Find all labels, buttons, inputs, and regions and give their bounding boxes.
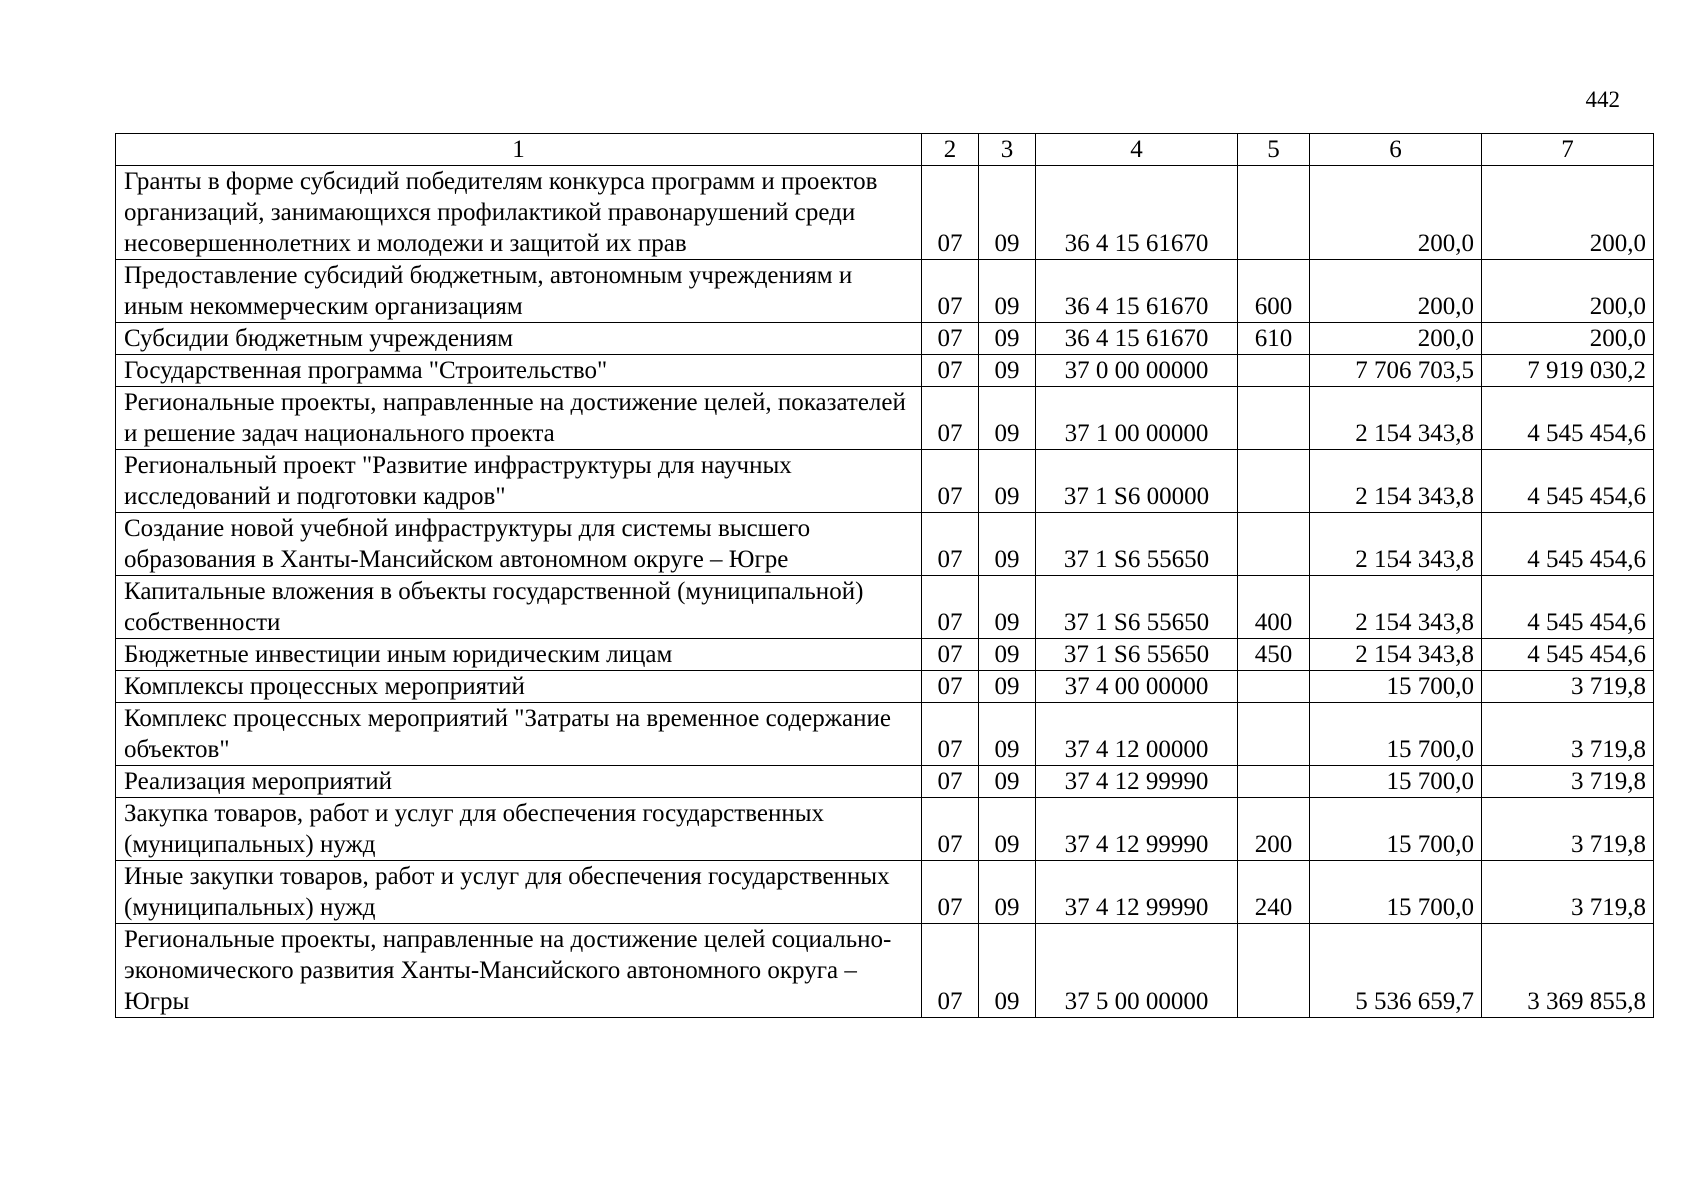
row-target-code: 36 4 15 61670 — [1036, 260, 1238, 323]
row-subsection: 09 — [979, 355, 1036, 387]
row-amount-1: 2 154 343,8 — [1310, 450, 1482, 513]
row-name: Региональный проект "Развитие инфраструктуры для научных исследований и подготовки кадров" — [116, 450, 922, 513]
table-row — [116, 924, 1654, 1018]
table-row — [116, 703, 1654, 766]
col-header: 3 — [979, 134, 1036, 166]
table-row — [116, 798, 1654, 861]
row-section: 07 — [922, 355, 979, 387]
row-amount-1: 200,0 — [1310, 323, 1482, 355]
col-header: 7 — [1482, 134, 1654, 166]
row-expense-type — [1238, 387, 1310, 450]
row-name: Реализация мероприятий — [116, 766, 922, 798]
row-name: Бюджетные инвестиции иным юридическим лицам — [116, 639, 922, 671]
row-expense-type — [1238, 166, 1310, 260]
row-name: Закупка товаров, работ и услуг для обеспечения государственных (муниципальных) нужд — [116, 798, 922, 861]
row-subsection: 09 — [979, 861, 1036, 924]
row-name: Региональные проекты, направленные на достижение целей, показателей и решение задач национального проекта — [116, 387, 922, 450]
row-amount-2: 4 545 454,6 — [1482, 639, 1654, 671]
row-section: 07 — [922, 323, 979, 355]
row-expense-type: 610 — [1238, 323, 1310, 355]
row-amount-2: 4 545 454,6 — [1482, 576, 1654, 639]
row-amount-1: 15 700,0 — [1310, 703, 1482, 766]
row-amount-2: 200,0 — [1482, 166, 1654, 260]
row-expense-type — [1238, 766, 1310, 798]
row-amount-1: 200,0 — [1310, 260, 1482, 323]
row-target-code: 37 4 12 00000 — [1036, 703, 1238, 766]
row-amount-1: 15 700,0 — [1310, 671, 1482, 703]
col-header: 4 — [1036, 134, 1238, 166]
table-row — [116, 323, 1654, 355]
row-amount-2: 3 719,8 — [1482, 861, 1654, 924]
page-number: 442 — [1585, 87, 1620, 112]
row-amount-2: 3 719,8 — [1482, 766, 1654, 798]
row-target-code: 37 1 S6 55650 — [1036, 639, 1238, 671]
row-target-code: 36 4 15 61670 — [1036, 323, 1238, 355]
row-amount-1: 7 706 703,5 — [1310, 355, 1482, 387]
row-amount-2: 7 919 030,2 — [1482, 355, 1654, 387]
row-subsection: 09 — [979, 166, 1036, 260]
row-name: Комплексы процессных мероприятий — [116, 671, 922, 703]
table-row — [116, 766, 1654, 798]
row-section: 07 — [922, 387, 979, 450]
row-section: 07 — [922, 861, 979, 924]
row-amount-2: 4 545 454,6 — [1482, 513, 1654, 576]
table-row — [116, 639, 1654, 671]
row-section: 07 — [922, 260, 979, 323]
row-subsection: 09 — [979, 766, 1036, 798]
col-header: 2 — [922, 134, 979, 166]
table-row — [116, 450, 1654, 513]
row-target-code: 37 1 S6 00000 — [1036, 450, 1238, 513]
col-header: 5 — [1238, 134, 1310, 166]
row-target-code: 37 4 12 99990 — [1036, 798, 1238, 861]
row-expense-type: 200 — [1238, 798, 1310, 861]
row-name: Комплекс процессных мероприятий "Затраты на временное содержание объектов" — [116, 703, 922, 766]
row-subsection: 09 — [979, 798, 1036, 861]
row-target-code: 37 1 00 00000 — [1036, 387, 1238, 450]
row-amount-2: 3 719,8 — [1482, 671, 1654, 703]
col-header: 1 — [116, 134, 922, 166]
row-amount-2: 4 545 454,6 — [1482, 450, 1654, 513]
row-target-code: 37 1 S6 55650 — [1036, 513, 1238, 576]
table-row — [116, 513, 1654, 576]
table-row — [116, 576, 1654, 639]
row-expense-type — [1238, 450, 1310, 513]
row-section: 07 — [922, 166, 979, 260]
row-amount-2: 200,0 — [1482, 260, 1654, 323]
row-expense-type: 240 — [1238, 861, 1310, 924]
row-amount-2: 200,0 — [1482, 323, 1654, 355]
row-target-code: 37 4 12 99990 — [1036, 861, 1238, 924]
row-name: Иные закупки товаров, работ и услуг для обеспечения государственных (муниципальных) нужд — [116, 861, 922, 924]
row-target-code: 37 1 S6 55650 — [1036, 576, 1238, 639]
row-expense-type — [1238, 703, 1310, 766]
row-amount-2: 4 545 454,6 — [1482, 387, 1654, 450]
row-target-code: 36 4 15 61670 — [1036, 166, 1238, 260]
row-expense-type: 400 — [1238, 576, 1310, 639]
row-amount-2: 3 719,8 — [1482, 703, 1654, 766]
row-expense-type — [1238, 671, 1310, 703]
row-subsection: 09 — [979, 639, 1036, 671]
header-row — [116, 134, 1654, 166]
row-section: 07 — [922, 798, 979, 861]
row-section: 07 — [922, 513, 979, 576]
row-section: 07 — [922, 703, 979, 766]
row-name: Субсидии бюджетным учреждениям — [116, 323, 922, 355]
row-name: Предоставление субсидий бюджетным, автономным учреждениям и иным некоммерческим организациям — [116, 260, 922, 323]
row-target-code: 37 0 00 00000 — [1036, 355, 1238, 387]
row-expense-type: 450 — [1238, 639, 1310, 671]
row-name: Создание новой учебной инфраструктуры для системы высшего образования в Ханты-Мансийском автономном округе – Югре — [116, 513, 922, 576]
row-name: Региональные проекты, направленные на достижение целей социально-экономического развития Ханты-Мансийского автономного округа – Югры — [116, 924, 922, 1018]
row-amount-1: 2 154 343,8 — [1310, 387, 1482, 450]
row-target-code: 37 4 00 00000 — [1036, 671, 1238, 703]
table-row — [116, 355, 1654, 387]
row-subsection: 09 — [979, 323, 1036, 355]
row-target-code: 37 4 12 99990 — [1036, 766, 1238, 798]
row-expense-type — [1238, 513, 1310, 576]
row-section: 07 — [922, 639, 979, 671]
row-subsection: 09 — [979, 924, 1036, 1018]
row-section: 07 — [922, 766, 979, 798]
row-name: Государственная программа "Строительство" — [116, 355, 922, 387]
row-amount-1: 15 700,0 — [1310, 766, 1482, 798]
row-amount-1: 15 700,0 — [1310, 861, 1482, 924]
row-subsection: 09 — [979, 387, 1036, 450]
row-section: 07 — [922, 450, 979, 513]
row-amount-1: 2 154 343,8 — [1310, 639, 1482, 671]
col-header: 6 — [1310, 134, 1482, 166]
row-amount-1: 200,0 — [1310, 166, 1482, 260]
row-expense-type: 600 — [1238, 260, 1310, 323]
table-row — [116, 387, 1654, 450]
row-amount-2: 3 369 855,8 — [1482, 924, 1654, 1018]
row-amount-2: 3 719,8 — [1482, 798, 1654, 861]
row-name: Капитальные вложения в объекты государственной (муниципальной) собственности — [116, 576, 922, 639]
row-amount-1: 2 154 343,8 — [1310, 576, 1482, 639]
table-row — [116, 166, 1654, 260]
row-expense-type — [1238, 924, 1310, 1018]
budget-table — [115, 133, 1654, 1018]
table-row — [116, 861, 1654, 924]
row-subsection: 09 — [979, 671, 1036, 703]
row-subsection: 09 — [979, 576, 1036, 639]
row-section: 07 — [922, 924, 979, 1018]
row-expense-type — [1238, 355, 1310, 387]
row-amount-1: 15 700,0 — [1310, 798, 1482, 861]
row-name: Гранты в форме субсидий победителям конкурса программ и проектов организаций, занимающихся профилактикой правонарушений среди несовершеннолетних и молодежи и защитой их прав — [116, 166, 922, 260]
row-amount-1: 5 536 659,7 — [1310, 924, 1482, 1018]
row-subsection: 09 — [979, 513, 1036, 576]
row-section: 07 — [922, 576, 979, 639]
row-section: 07 — [922, 671, 979, 703]
row-subsection: 09 — [979, 450, 1036, 513]
row-amount-1: 2 154 343,8 — [1310, 513, 1482, 576]
row-target-code: 37 5 00 00000 — [1036, 924, 1238, 1018]
row-subsection: 09 — [979, 260, 1036, 323]
table-row — [116, 260, 1654, 323]
table-row — [116, 671, 1654, 703]
row-subsection: 09 — [979, 703, 1036, 766]
